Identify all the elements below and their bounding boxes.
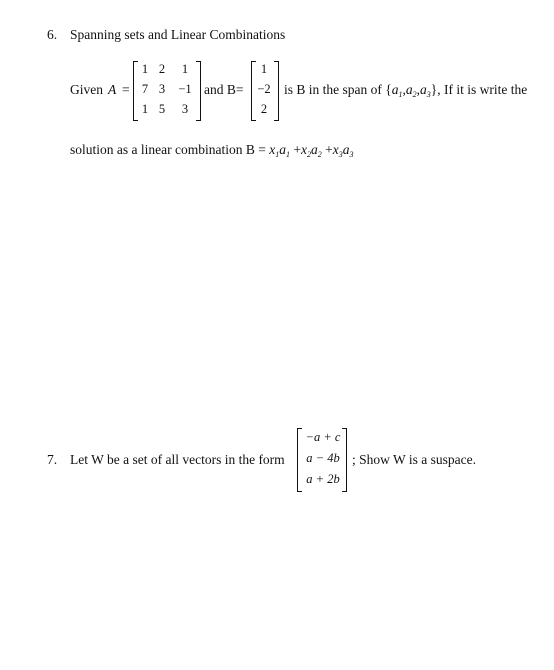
subscript: 3 xyxy=(338,150,343,159)
matrix-a-cell: 3 xyxy=(158,82,166,96)
linear-combination-text: solution as a linear combination B = xyxy=(70,142,266,157)
matrix-a-cell: 1 xyxy=(141,102,149,116)
coefficient: x xyxy=(300,142,307,157)
span-text: is B in the span of $\{a_1,a_2,a_3\}$, If it is write the xyxy=(284,82,528,99)
after-set-text: , If it is write the xyxy=(437,82,528,97)
matrix-a-cell: 2 xyxy=(158,62,166,76)
vector-symbol: a xyxy=(310,142,318,157)
set-element: a xyxy=(391,82,399,97)
matrix-a-cell: 1 xyxy=(181,62,189,76)
subscript: 3 xyxy=(349,150,354,159)
q7-number: 7. xyxy=(47,452,58,467)
q7-text: Let W be a set of all vectors in the form xyxy=(70,452,285,467)
q7-vector-cell: a + 2b xyxy=(306,472,340,486)
vector-b-right-bracket xyxy=(274,61,279,121)
vector-b-cell: 2 xyxy=(260,102,268,116)
set-element: a xyxy=(405,82,413,97)
matrix-a-cell: 3 xyxy=(181,102,189,116)
linear-combination-expression: $x_1a_1 +x_2a_2 +x_3a_3$ xyxy=(269,142,354,159)
q7-after-text: ; Show W is a suspace. xyxy=(352,452,476,467)
vector-symbol: a xyxy=(279,142,286,157)
subscript: 1 xyxy=(285,150,290,159)
matrix-a-cell: −1 xyxy=(178,82,192,96)
vector-b-cell: 1 xyxy=(260,62,268,76)
subscript: 2 xyxy=(317,150,322,159)
q7-vector-cell: a − 4b xyxy=(306,451,340,465)
q6-title: Spanning sets and Linear Combinations xyxy=(70,27,286,42)
subscript: 2 xyxy=(412,90,417,99)
span-question: is B in the span of xyxy=(284,82,382,97)
matrix-a-cell: 7 xyxy=(141,82,149,96)
set-open-brace: { xyxy=(385,82,392,97)
vector-symbol: a xyxy=(342,142,350,157)
set-close-brace: } xyxy=(430,82,438,97)
coefficient: x xyxy=(332,142,339,157)
equals-sign: = xyxy=(122,82,130,97)
subscript: 3 xyxy=(426,90,431,99)
subscript: 2 xyxy=(306,150,311,159)
and-b-label: and B= xyxy=(204,82,244,97)
subscript: 1 xyxy=(275,150,280,159)
matrix-a-cell: 1 xyxy=(141,62,149,76)
subscript: 1 xyxy=(398,90,403,99)
matrix-a-name: A xyxy=(108,82,117,97)
q7-vector-cell: −a + c xyxy=(305,430,341,444)
q6-line2 xyxy=(70,142,353,159)
given-label: Given xyxy=(70,82,103,97)
vector-b-cell: −2 xyxy=(257,82,271,96)
coefficient: x xyxy=(269,142,276,157)
set-element: a xyxy=(419,82,427,97)
matrix-a-cell: 5 xyxy=(158,102,166,116)
q6-number: 6. xyxy=(47,27,58,42)
matrix-a-right-bracket xyxy=(196,61,201,121)
